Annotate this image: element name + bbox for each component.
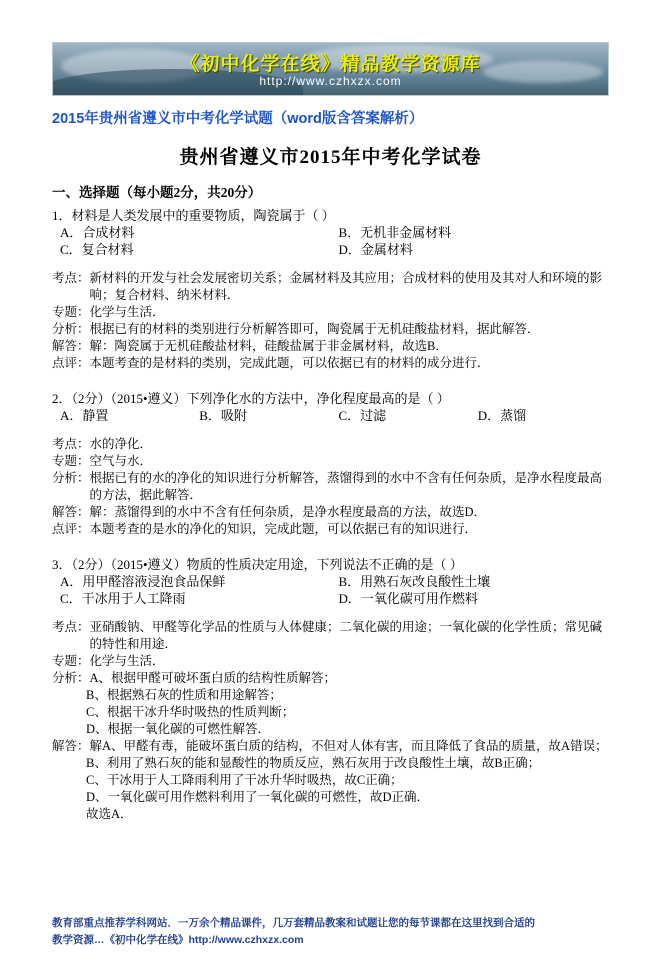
spacer xyxy=(52,538,609,550)
analysis-row xyxy=(52,806,609,823)
analysis-row xyxy=(52,704,609,721)
banner-url: http://www.czhxzx.com xyxy=(259,74,402,88)
analysis-text: 水的净化． xyxy=(89,437,153,451)
question-stem: 3．（2分）（2015•遵义）物质的性质决定用途，下列说法不正确的是（ ） xyxy=(52,557,463,572)
analysis-label: 分析： xyxy=(52,471,90,485)
document-page xyxy=(0,42,661,977)
analysis-text: C、干冰用于人工降雨利用了干冰升华时吸热，故C正确； xyxy=(86,773,403,787)
analysis-row xyxy=(52,721,609,738)
analysis-label: 点评： xyxy=(52,356,90,370)
analysis-row xyxy=(52,504,609,521)
option-a: A．用甲醛溶液浸泡食品保鲜 xyxy=(60,574,226,589)
analysis-text: C、根据干冰升华时吸热的性质判断； xyxy=(86,705,295,719)
option-c: C．复合材料 xyxy=(60,242,134,257)
analysis-label: 解答： xyxy=(52,339,90,353)
option-b: B．无机非金属材料 xyxy=(338,225,452,240)
analysis-row xyxy=(52,687,609,704)
spacer xyxy=(52,372,609,384)
question-block xyxy=(52,390,609,538)
analysis-block xyxy=(52,436,609,538)
analysis-text: 根据已有的水的净化的知识进行分析解答，蒸馏得到的水中不含有任何杂质，是净水程度最高的方法，据此解答． xyxy=(89,471,603,502)
analysis-row xyxy=(52,653,609,670)
option-c: C．干冰用于人工降雨 xyxy=(60,591,186,606)
analysis-label: 考点： xyxy=(52,437,90,451)
question-block xyxy=(52,207,609,372)
analysis-row xyxy=(52,755,609,772)
site-banner xyxy=(52,42,609,96)
analysis-label: 点评： xyxy=(52,522,90,536)
analysis-text: 化学与生活． xyxy=(89,305,165,319)
analysis-text: 解A、甲醛有毒，能破坏蛋白质的结构，不但对人体有害，而且降低了食品的质量，故A错误； xyxy=(89,739,608,753)
question-stem: 1．材料是人类发展中的重要物质，陶瓷属于（ ） xyxy=(52,208,335,223)
option-list xyxy=(52,407,609,424)
analysis-text: 故选A． xyxy=(86,807,133,821)
analysis-label: 专题： xyxy=(52,454,90,468)
analysis-text: 解：蒸馏得到的水中不含有任何杂质，是净水程度最高的方法，故选D． xyxy=(89,505,487,519)
analysis-row xyxy=(52,470,609,504)
analysis-row xyxy=(52,619,609,653)
analysis-label: 专题： xyxy=(52,305,90,319)
analysis-block xyxy=(52,619,609,823)
analysis-label: 考点： xyxy=(52,620,90,634)
option-a: A．合成材料 xyxy=(60,225,135,240)
analysis-text: 解：陶瓷属于无机硅酸盐材料，硅酸盐属于非金属材料，故选B． xyxy=(89,339,448,353)
analysis-text: 新材料的开发与社会发展密切关系；金属材料及其应用；合成材料的使用及其对人和环境的影响；复合材料、纳米材料． xyxy=(89,271,603,302)
analysis-row xyxy=(52,772,609,789)
analysis-row xyxy=(52,270,609,304)
question-stem: 2．（2分）（2015•遵义）下列净化水的方法中，净化程度最高的是（ ） xyxy=(52,391,450,406)
analysis-text: A、根据甲醛可破坏蛋白质的结构性质解答； xyxy=(89,671,337,685)
analysis-row xyxy=(52,436,609,453)
analysis-text: 亚硝酸钠、甲醛等化学品的性质与人体健康；二氧化碳的用途；一氧化碳的化学性质；常见碱的特性和用途． xyxy=(89,620,603,651)
option-b: B．用熟石灰改良酸性土壤 xyxy=(338,574,491,589)
analysis-label: 考点： xyxy=(52,271,90,285)
analysis-text: 化学与生活． xyxy=(89,654,165,668)
analysis-row xyxy=(52,338,609,355)
analysis-row xyxy=(52,453,609,470)
analysis-text: B、利用了熟石灰的能和显酸性的物质反应，熟石灰用于改良酸性土壤，故B正确； xyxy=(86,756,541,770)
analysis-row xyxy=(52,521,609,538)
analysis-text: 本题考查的是材料的类别，完成此题，可以依据已有的材料的成分进行． xyxy=(89,356,490,370)
analysis-block xyxy=(52,270,609,372)
analysis-label: 解答： xyxy=(52,505,90,519)
option-d: D．蒸馏 xyxy=(477,408,527,423)
analysis-text: B、根据熟石灰的性质和用途解答； xyxy=(86,688,282,702)
option-d: D．一氧化碳可用作燃料 xyxy=(338,591,478,606)
banner-title: 《初中化学在线》精品教学资源库 xyxy=(180,54,481,75)
analysis-row xyxy=(52,321,609,338)
option-c: C．过滤 xyxy=(338,408,387,423)
question-block xyxy=(52,556,609,823)
analysis-text: 空气与水． xyxy=(89,454,153,468)
analysis-row xyxy=(52,789,609,806)
analysis-text: D、一氧化碳可用作燃料利用了一氧化碳的可燃性，故D正确． xyxy=(86,790,430,804)
option-d: D．金属材料 xyxy=(338,242,413,257)
analysis-row xyxy=(52,670,609,687)
analysis-row xyxy=(52,738,609,755)
analysis-row xyxy=(52,355,609,372)
analysis-row xyxy=(52,304,609,321)
footer-line-2: 教学资源…《初中化学在线》http://www.czhxzx.com xyxy=(52,934,304,946)
analysis-label: 解答： xyxy=(52,739,90,753)
analysis-text: D、根据一氧化碳的可燃性解答． xyxy=(86,722,271,736)
analysis-label: 分析： xyxy=(52,322,90,336)
document-subtitle: 2015年贵州省遵义市中考化学试题（word版含答案解析） xyxy=(52,111,424,127)
analysis-text: 本题考查的是水的净化的知识，完成此题，可以依据已有的知识进行． xyxy=(89,522,478,536)
option-a: A．静置 xyxy=(60,408,109,423)
footer-line-1: 教育部重点推荐学科网站．一万余个精品课件，几万套精品教案和试题让您的每节课都在这里找到合适的 xyxy=(52,917,535,929)
page-title: 贵州省遵义市2015年中考化学试卷 xyxy=(179,147,482,168)
page-footer xyxy=(52,915,609,949)
analysis-label: 专题： xyxy=(52,654,90,668)
option-b: B．吸附 xyxy=(199,408,247,423)
option-list xyxy=(52,224,609,258)
analysis-label: 分析： xyxy=(52,671,90,685)
section-heading: 一、选择题（每小题2分，共20分） xyxy=(52,185,262,200)
option-list xyxy=(52,573,609,607)
analysis-text: 根据已有的材料的类别进行分析解答即可，陶瓷属于无机硅酸盐材料，据此解答． xyxy=(89,322,540,336)
